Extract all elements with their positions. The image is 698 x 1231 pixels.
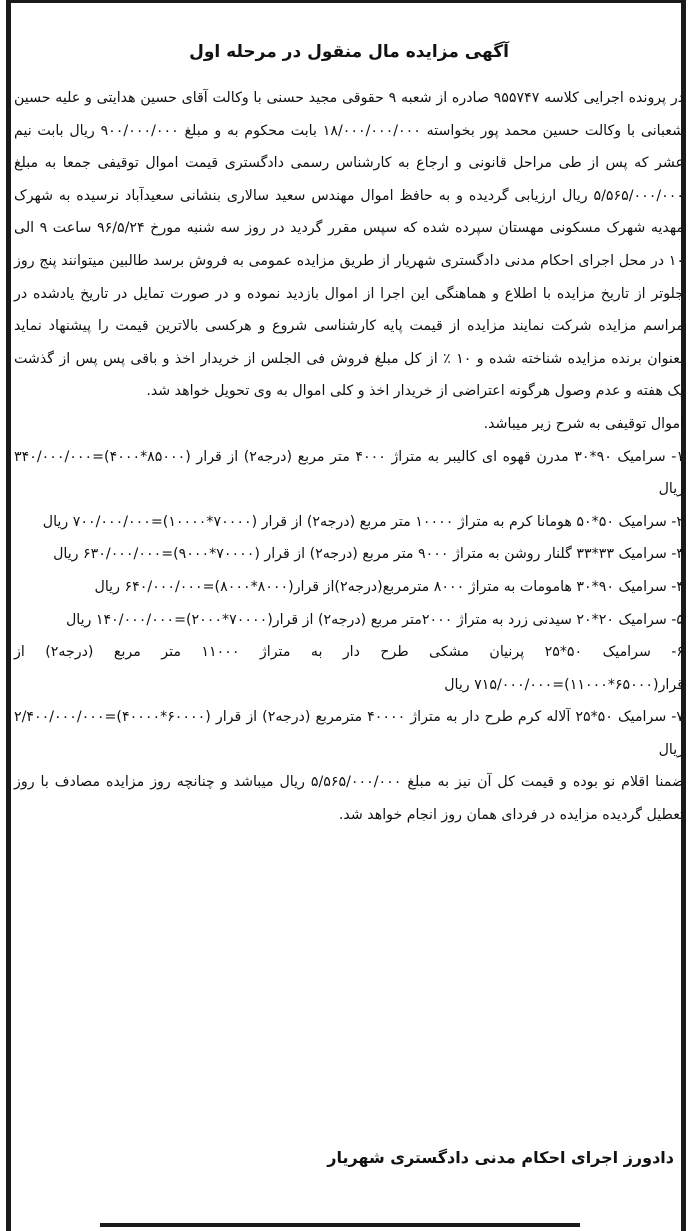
list-item: ۷- سرامیک ۵۰*۲۵ آلاله کرم طرح دار به متراژ ۴۰۰۰۰ مترمربع (درجه۲) از قرار (۶۰۰۰۰*۴۰۰۰۰)=۲/۴۰۰/۰۰۰/۰۰۰ ریال bbox=[14, 709, 684, 758]
notice-title: آگهی مزایده مال منقول در مرحله اول bbox=[189, 42, 509, 62]
signature-line: دادورز اجرای احکام مدنی دادگستری شهریار bbox=[327, 1148, 674, 1167]
list-item: ۲- سرامیک ۵۰*۵۰ هومانا کرم به متراژ ۱۰۰۰۰ متر مربع (درجه۲) از قرار (۷۰۰۰۰*۱۰۰۰۰)=۷۰۰/۰۰۰/۰۰۰ ریال bbox=[42, 513, 684, 530]
list-item: ۱- سرامیک ۹۰*۳۰ مدرن قهوه ای کالیبر به متراژ ۴۰۰۰ متر مربع (درجه۲) از قرار (۸۵۰۰۰*۴۰۰۰)=۳۴۰/۰۰۰/۰۰۰ ریال bbox=[14, 448, 684, 498]
closing-paragraph: ضمنا اقلام نو بوده و قیمت کل آن نیز به مبلغ ۵/۵۶۵/۰۰۰/۰۰۰ ریال میباشد و چنانچه روز مزایده مصادف با روز تعطیل گردیده مزایده در فردای همان روز انجام خواهد شد. bbox=[14, 774, 684, 824]
list-item: ۳- سرامیک ۳۳*۳۳ گلنار روشن به متراژ ۹۰۰۰ متر مربع (درجه۲) از قرار (۷۰۰۰۰*۹۰۰۰)=۶۳۰/۰۰۰/۰۰۰ ریال bbox=[53, 546, 684, 563]
bottom-divider bbox=[100, 1223, 580, 1227]
list-item: ۴- سرامیک ۹۰*۳۰ هامومات به متراژ ۸۰۰۰ مترمربع(درجه۲)از قرار(۸۰۰۰*۸۰۰۰)=۶۴۰/۰۰۰/۰۰۰ ریال bbox=[94, 578, 684, 595]
notice-body bbox=[14, 40, 684, 832]
list-item: ۶- سرامیک ۵۰*۲۵ پرنیان مشکی طرح دار به متراژ ۱۱۰۰۰ متر مربع (درجه۲) از قرار(۶۵۰۰۰*۱۱۰۰۰)=۷۱۵/۰۰۰/۰۰۰ ریال bbox=[14, 644, 684, 693]
list-heading: اموال توقیفی به شرح زیر میباشد. bbox=[483, 415, 684, 432]
list-item: ۵- سرامیک ۲۰*۲۰ سیدنی زرد به متراژ ۲۰۰۰متر مربع (درجه۲) از قرار(۷۰۰۰۰*۲۰۰۰)=۱۴۰/۰۰۰/۰۰۰ ریال bbox=[65, 611, 684, 628]
intro-paragraph: در پرونده اجرایی کلاسه ۹۵۵۷۴۷ صادره از شعبه ۹ حقوقی مجید حسنی با وکالت آقای حسین هدایتی و علیه حسین شعبانی با وکالت حسین محمد پور بخواسته ۱۸/۰۰۰/۰۰۰/۰۰۰ بابت محکوم به و مبلغ ۹۰۰/۰۰۰/۰۰۰ ریال بابت نیم عشر که پس از طی مراحل قانونی و ارجاع به کارشناس رسمی دادگستری قیمت اموال توقیفی جمعا به مبلغ ۵/۵۶۵/۰۰۰/۰۰۰ ریال ارزیابی گردیده و به حافظ اموال مهندس سعید سالاری بنشانی سعیدآباد نرسیده به شهرک مهدیه شهرک مسکونی مهستان سپرده شده که سپس مقرر گردید در روز سه شنبه مورخ ۹۶/۵/۲۴ ساعت ۹ الی ۱۰ در محل اجرای احکام مدنی دادگستری شهریار از طریق مزایده عمومی به فروش برسد طالبین میتوانند پنج روز جلوتر از تاریخ مزایده با اطلاع و هماهنگی این اجرا از اموال بازدید نموده و در صورت تمایل در تاریخ یادشده در مراسم مزایده شرکت نمایند مزایده از قیمت پایه کارشناسی شروع و هرکسی بالاترین قیمت را پیشنهاد نماید بعنوان برنده مزایده شناخته شده و ۱۰ ٪ از کل مبلغ فروش فی الجلس از خریدار اخذ و باقی پس پس از گذشت یک هفته و عدم وصول هرگونه اعتراضی از خریدار اخذ و کلی اموال به وی تحویل خواهد شد. bbox=[14, 90, 684, 400]
